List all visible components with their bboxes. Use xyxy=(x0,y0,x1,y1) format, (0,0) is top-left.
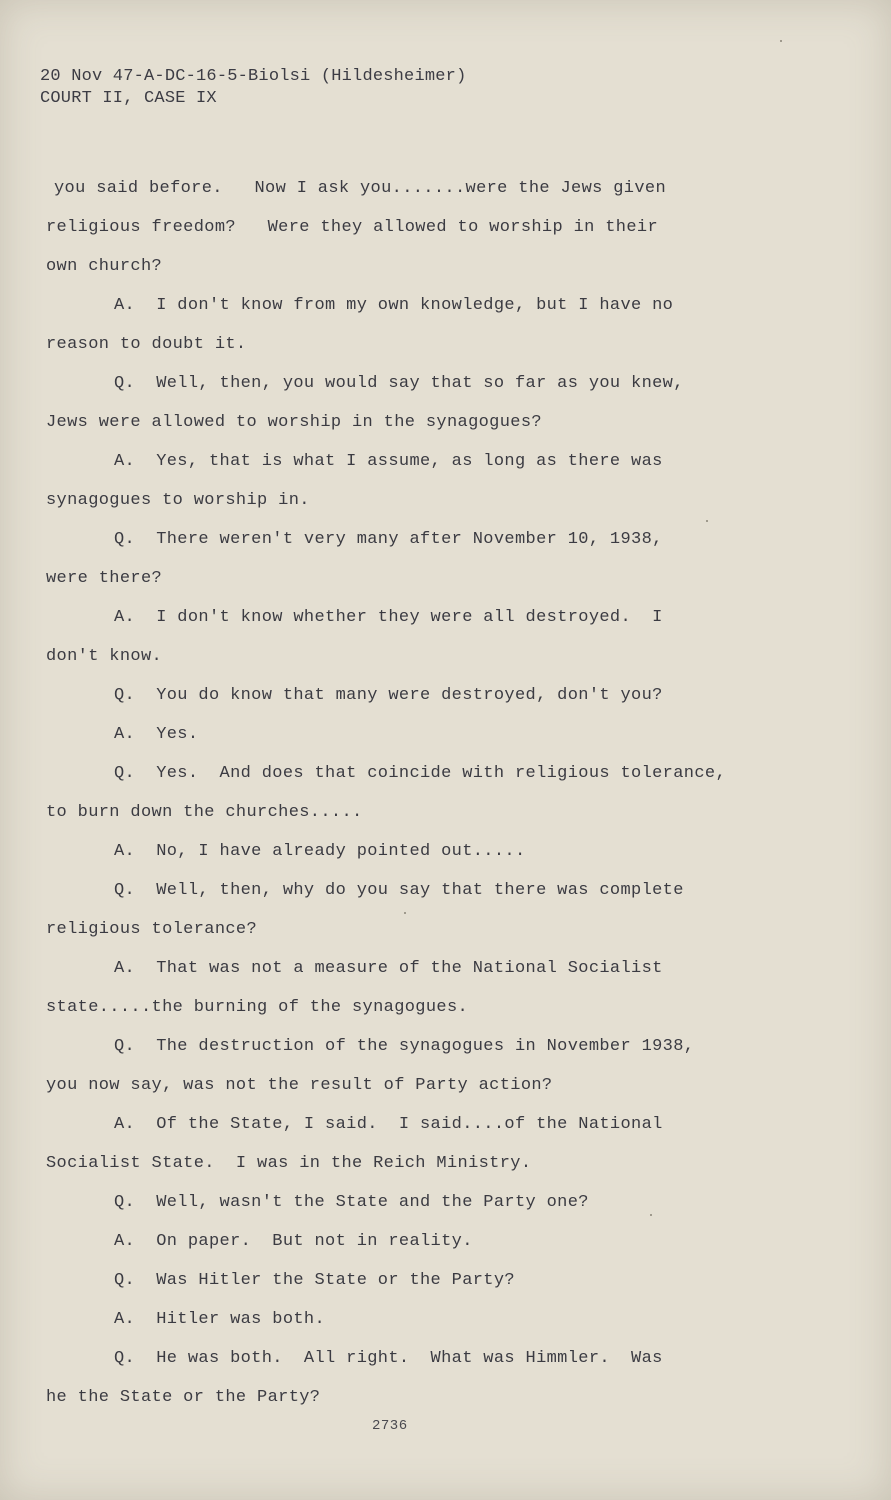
transcript-line: Q. Was Hitler the State or the Party? xyxy=(114,1271,515,1290)
header-court-line: COURT II, CASE IX xyxy=(40,89,217,108)
document-header xyxy=(40,66,466,110)
paper-speck xyxy=(780,40,782,42)
transcript-line: Q. Well, wasn't the State and the Party one? xyxy=(114,1193,589,1212)
transcript-line: A. Hitler was both. xyxy=(114,1310,326,1329)
transcript-line: Q. The destruction of the synagogues in November 1938, xyxy=(114,1037,695,1056)
transcript-line: Q. He was both. All right. What was Himmler. Was xyxy=(114,1349,663,1368)
transcript-line: Q. Yes. And does that coincide with religious tolerance, xyxy=(114,764,726,783)
transcript-line: A. Yes. xyxy=(114,725,199,744)
paper-speck xyxy=(404,912,406,914)
transcript-line: state.....the burning of the synagogues. xyxy=(46,998,469,1017)
transcript-line: you now say, was not the result of Party action? xyxy=(46,1076,553,1095)
transcript-line: reason to doubt it. xyxy=(46,335,247,354)
transcript-line: don't know. xyxy=(46,647,163,666)
transcript-line: A. Yes, that is what I assume, as long as there was xyxy=(114,452,663,471)
transcript-line: were there? xyxy=(46,569,163,588)
transcript-line: A. I don't know from my own knowledge, but I have no xyxy=(114,296,674,315)
paper-speck xyxy=(706,520,708,522)
transcript-line: A. I don't know whether they were all destroyed. I xyxy=(114,608,663,627)
transcript-line: own church? xyxy=(46,257,163,276)
transcript-line: Jews were allowed to worship in the synagogues? xyxy=(46,413,542,432)
transcript-line: A. On paper. But not in reality. xyxy=(114,1232,473,1251)
paper-speck xyxy=(650,1214,652,1216)
transcript-line: religious tolerance? xyxy=(46,920,258,939)
transcript-line: to burn down the churches..... xyxy=(46,803,363,822)
transcript-line: A. That was not a measure of the National Socialist xyxy=(114,959,663,978)
transcript-line: he the State or the Party? xyxy=(46,1388,321,1407)
transcript-line: A. No, I have already pointed out..... xyxy=(114,842,526,861)
transcript-line: you said before. Now I ask you.......were the Jews given xyxy=(54,179,666,198)
transcript-line: religious freedom? Were they allowed to worship in their xyxy=(46,218,658,237)
transcript-line: Q. Well, then, why do you say that there was complete xyxy=(114,881,684,900)
header-reference-line: 20 Nov 47-A-DC-16-5-Biolsi (Hildesheimer) xyxy=(40,67,467,86)
transcript-line: Q. There weren't very many after November 10, 1938, xyxy=(114,530,663,549)
transcript-line: Q. Well, then, you would say that so far as you knew, xyxy=(114,374,684,393)
transcript-line: Socialist State. I was in the Reich Ministry. xyxy=(46,1154,532,1173)
transcript-line: synagogues to worship in. xyxy=(46,491,310,510)
transcript-line: A. Of the State, I said. I said....of the National xyxy=(114,1115,663,1134)
page-number: 2736 xyxy=(372,1418,408,1434)
transcript-line: Q. You do know that many were destroyed, don't you? xyxy=(114,686,663,705)
